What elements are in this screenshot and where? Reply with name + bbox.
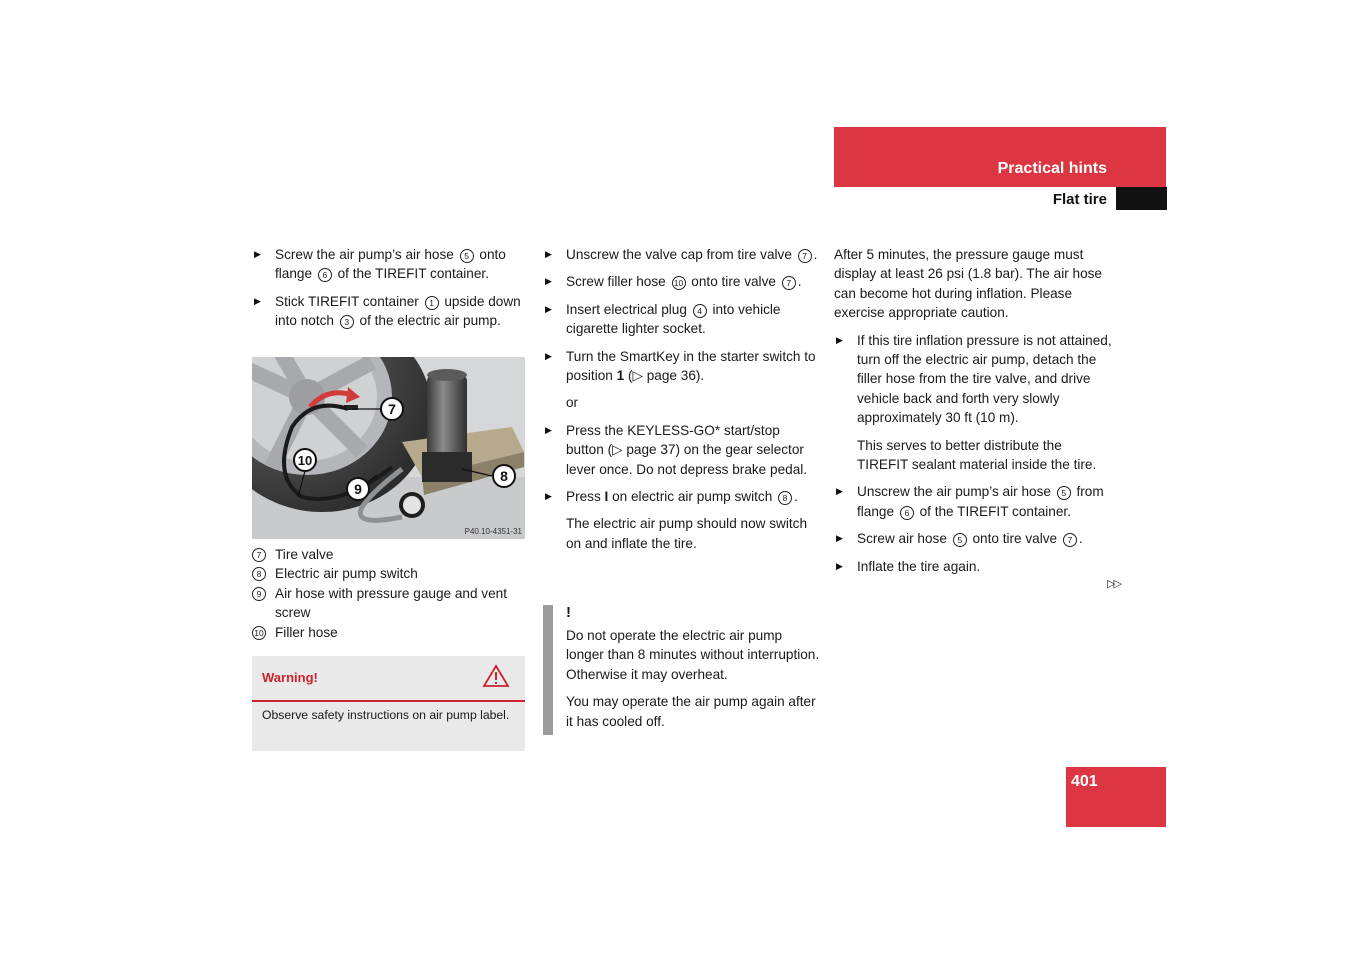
step-screw-hose-to-flange: ▶ Screw the air pump’s air hose 5 onto flange 6 of the TIREFIT container. [254, 247, 506, 282]
step-screw-filler-hose: ▶ Screw filler hose 10 onto tire valve 7 . [543, 272, 821, 291]
step-drive-back-forth: ▶ If this tire inflation pressure is not attained, turn off the electric air pump, detach the filler hose from the tire valve, and drive vehicle back and forth very slowly approximately 30 ft (10 m). [836, 332, 1112, 426]
figure-code: P40.10-4351-31 [464, 527, 522, 536]
step-note: The electric air pump should now switch on and inflate the tire. [566, 516, 808, 551]
step-unscrew-valve-cap: ▶ Unscrew the valve cap from tire valve 7 . [543, 245, 821, 264]
figure-legend [252, 545, 527, 642]
warning-divider [252, 700, 525, 702]
continued-arrows-icon: ▷▷ [1107, 578, 1120, 590]
bullet-arrow-icon: ▶ [836, 486, 843, 497]
subsection-title: Flat tire [1052, 191, 1107, 208]
column-2 [543, 245, 821, 561]
bullet-arrow-icon: ▶ [836, 334, 843, 345]
column-3 [834, 245, 1114, 584]
intro-paragraph: After 5 minutes, the pressure gauge must display at least 26 psi (1.8 bar). The air hose can become hot during inflation. Please exercise appropriate caution. [834, 247, 1102, 321]
header-black-tab [1116, 187, 1167, 210]
bullet-arrow-icon: ▶ [545, 276, 552, 287]
step-keyless-go: ▶ Press the KEYLESS-GO* start/stop button (▷ page 37) on the gear selector lever once. Do not depress brake pedal. [545, 422, 808, 477]
notice-text: Do not operate the electric air pump longer than 8 minutes without interruption. Otherwise it may overheat. You may operate the air pump again after it has cooled off. [566, 628, 820, 729]
warning-text: Observe safety instructions on air pump label. [262, 708, 510, 722]
bullet-arrow-icon: ▶ [545, 424, 552, 435]
step-insert-plug: ▶ Insert electrical plug 4 into vehicle cigarette lighter socket. [545, 301, 781, 337]
step-stick-container: ▶ Stick TIREFIT container 1 upside down into notch 3 of the electric air pump. [254, 293, 521, 329]
or-text: or [566, 395, 579, 411]
warning-triangle-icon [482, 664, 510, 693]
step-turn-smartkey: ▶ Turn the SmartKey in the starter switch to position 1 (▷ page 36). [545, 348, 816, 384]
tirefit-illustration [252, 357, 525, 539]
bullet-arrow-icon: ▶ [254, 295, 261, 306]
step-inflate-again: ▶ Inflate the tire again. [834, 557, 1114, 576]
step-unscrew-hose-from-flange: ▶ Unscrew the air pump’s air hose 5 from flange 6 of the TIREFIT container. [836, 484, 1104, 519]
legend-item: 9 Air hose with pressure gauge and vent screw [252, 584, 527, 623]
column-1 [252, 245, 527, 339]
legend-item: 7 Tire valve [252, 545, 527, 564]
step-screw-air-hose: ▶ Screw air hose 5 onto tire valve 7 . [834, 529, 1114, 548]
exclamation-icon: ! [566, 604, 571, 621]
warning-title: Warning! [262, 670, 318, 685]
bullet-arrow-icon: ▶ [836, 560, 843, 571]
bullet-arrow-icon: ▶ [254, 249, 261, 259]
callout-9: 9 [354, 481, 362, 497]
legend-item: 8 Electric air pump switch [252, 564, 527, 583]
bullet-arrow-icon: ▶ [836, 533, 843, 544]
callout-10: 10 [297, 453, 313, 468]
bullet-arrow-icon: ▶ [545, 350, 552, 361]
bullet-arrow-icon: ▶ [545, 491, 552, 502]
bullet-arrow-icon: ▶ [545, 249, 552, 259]
callout-7: 7 [388, 401, 396, 417]
legend-item: 10 Filler hose [252, 623, 527, 642]
step-note: This serves to better distribute the TIREFIT sealant material inside the tire. [857, 437, 1097, 473]
page-number: 401 [1071, 773, 1098, 790]
section-title: Practical hints [997, 160, 1107, 177]
notice-bar [543, 605, 553, 735]
step-press-switch: ▶ Press I on electric air pump switch 8 . [543, 487, 821, 506]
bullet-arrow-icon: ▶ [545, 303, 552, 314]
callout-8: 8 [500, 468, 508, 484]
